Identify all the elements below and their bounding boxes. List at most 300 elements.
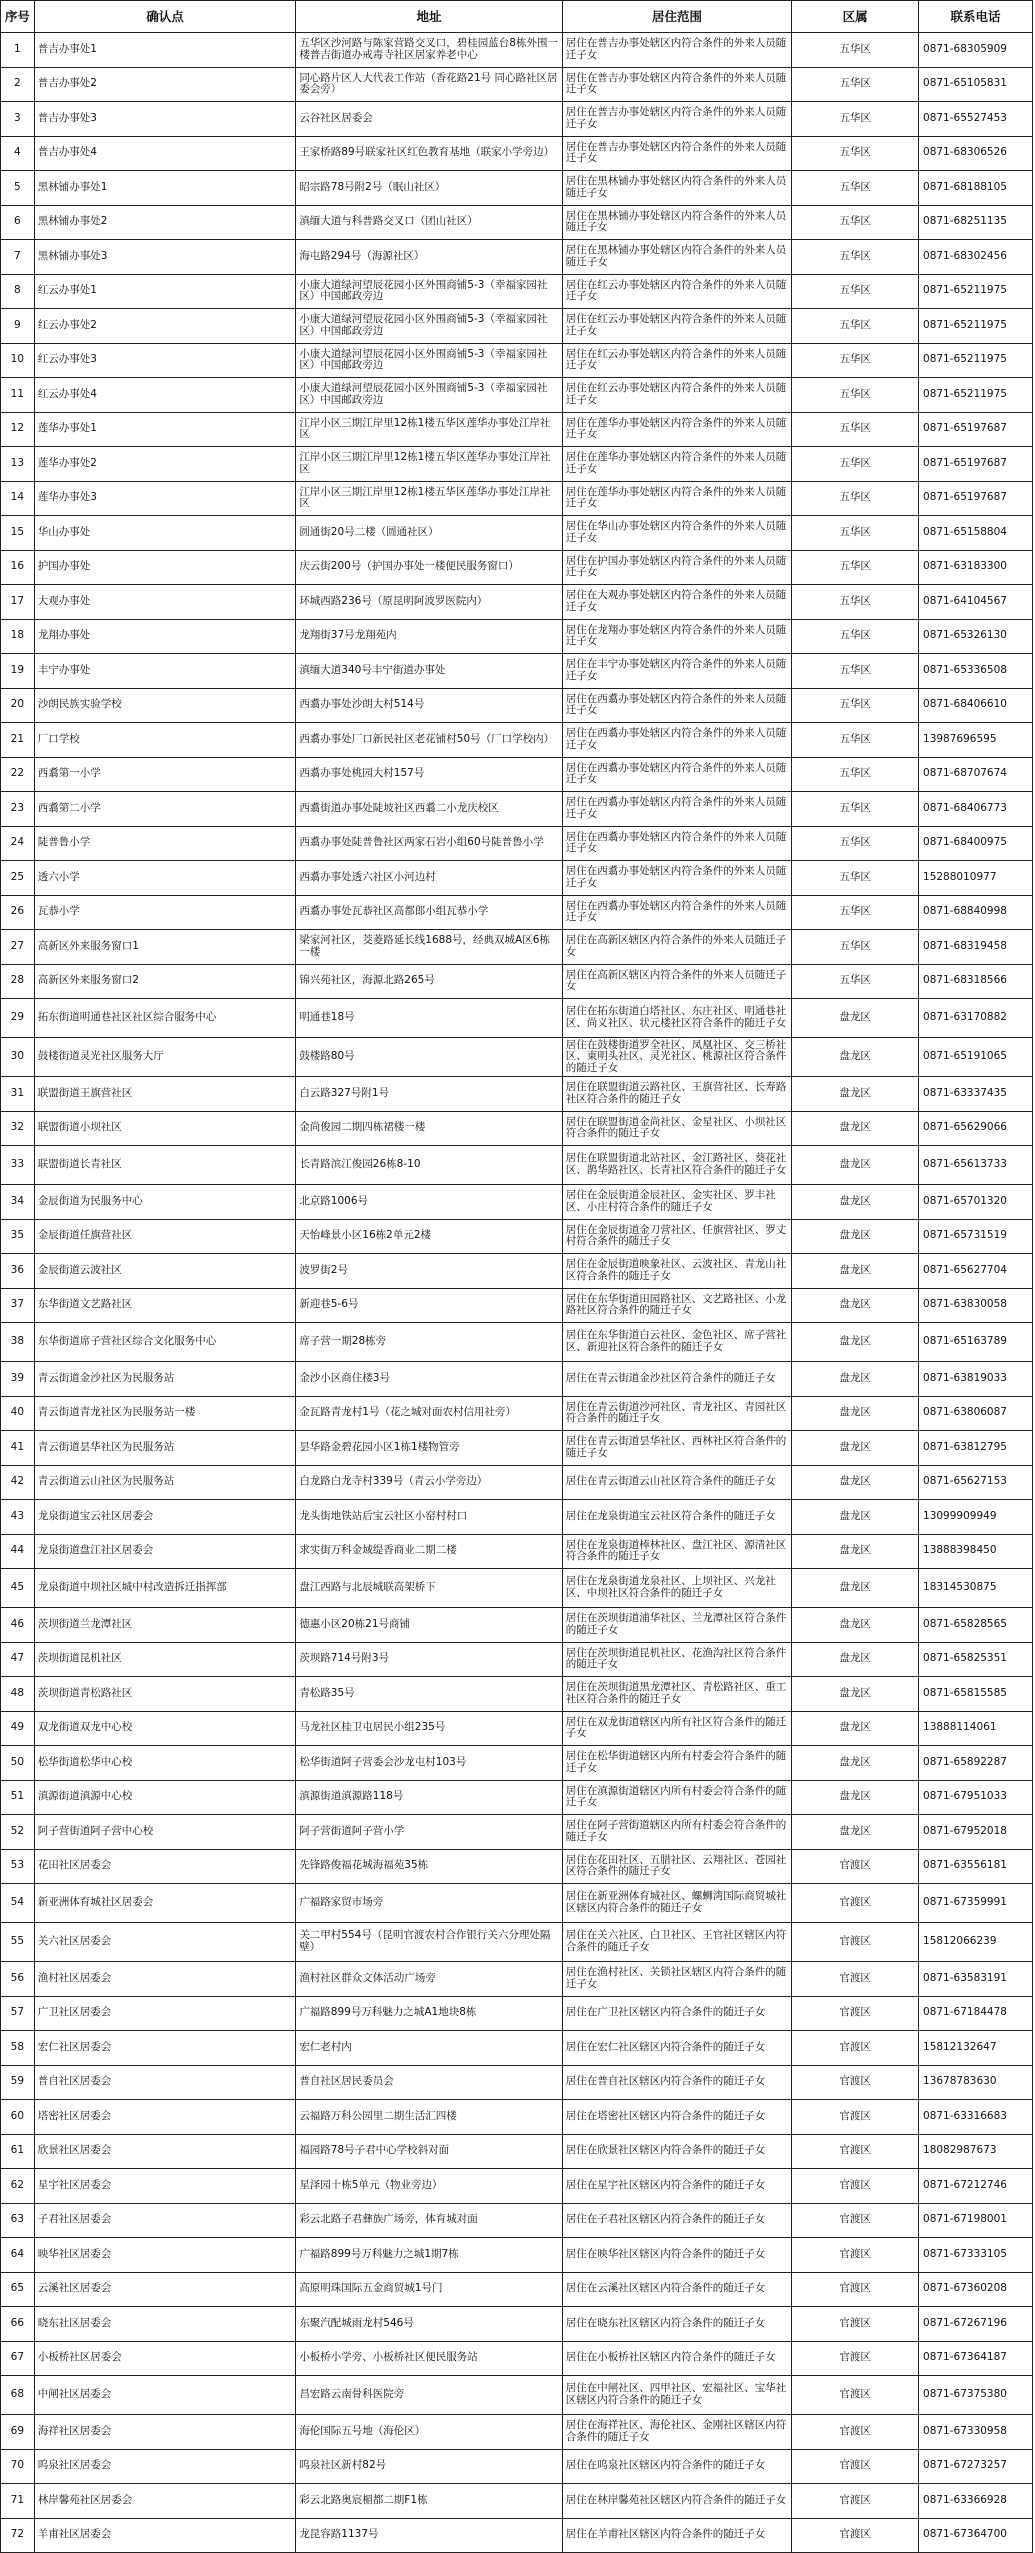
cell-district: 盘龙区 [792,1711,919,1746]
cell-residence-range: 居住在红云办事处辖区内符合条件的外来人员随迁子女 [562,378,792,413]
cell-confirm-point: 沙朗民族实验学校 [34,688,296,723]
cell-phone: 0871-65336508 [919,654,1033,689]
cell-residence-range: 居住在东华街道田园路社区、文艺路社区、小龙路社区符合条件的随迁子女 [562,1288,792,1323]
cell-residence-range: 居住在茨坝街道浦华社区、兰龙潭社区符合条件的随迁子女 [562,1608,792,1643]
cell-phone: 0871-68318566 [919,964,1033,999]
cell-confirm-point: 花田社区居委会 [34,1849,296,1884]
cell-confirm-point: 联盟街道王旗营社区 [34,1077,296,1112]
cell-seq: 1 [1,33,35,68]
cell-address: 德惠小区20栋21号商铺 [296,1608,562,1643]
table-row [1,2031,1033,2066]
cell-confirm-point: 关六社区居委会 [34,1923,296,1962]
cell-district: 官渡区 [792,1849,919,1884]
cell-seq: 20 [1,688,35,723]
cell-address: 彩云北路子君彝族广场旁，体育城对面 [296,2203,562,2238]
cell-confirm-point: 滇源街道滇源中心校 [34,1780,296,1815]
table-row [1,412,1033,447]
cell-seq: 3 [1,102,35,137]
cell-phone: 0871-65158804 [919,516,1033,551]
cell-district: 官渡区 [792,2518,919,2553]
table-row [1,792,1033,827]
cell-confirm-point: 青云街道昙华社区为民服务站 [34,1431,296,1466]
cell-address: 金尚俊园二期四栋裙楼一楼 [296,1111,562,1146]
cell-residence-range: 居住在龙泉街道宝云社区符合条件的随迁子女 [562,1500,792,1535]
cell-district: 官渡区 [792,2100,919,2135]
cell-confirm-point: 普自社区居委会 [34,2065,296,2100]
cell-phone: 0871-65527453 [919,102,1033,137]
cell-phone: 0871-63366928 [919,2484,1033,2519]
cell-seq: 53 [1,1849,35,1884]
cell-residence-range: 居住在护国办事处辖区内符合条件的外来人员随迁子女 [562,550,792,585]
cell-seq: 24 [1,826,35,861]
cell-confirm-point: 红云办事处3 [34,343,296,378]
table-row [1,585,1033,620]
cell-residence-range: 居住在联盟街道北站社区、金江路社区、葵花社区、鹊华路社区、长青社区符合条件的随迁子女 [562,1146,792,1185]
cell-residence-range: 居住在龙泉街道龙泉社区、上坝社区、兴龙社区、中坝社区符合条件的随迁子女 [562,1569,792,1608]
cell-confirm-point: 呜泉社区居委会 [34,2449,296,2484]
cell-residence-range: 居住在黑林铺办事处辖区内符合条件的外来人员随迁子女 [562,171,792,206]
cell-phone: 0871-63583191 [919,1962,1033,1997]
cell-confirm-point: 渔村社区居委会 [34,1962,296,1997]
cell-residence-range: 居住在林岸馨苑社区辖区内符合条件的随迁子女 [562,2484,792,2519]
cell-address: 小板桥小学旁、小板桥社区便民服务站 [296,2341,562,2376]
cell-confirm-point: 新亚洲体育城社区居委会 [34,1884,296,1923]
cell-confirm-point: 云溪社区居委会 [34,2272,296,2307]
cell-seq: 52 [1,1815,35,1850]
table-row [1,274,1033,309]
cell-residence-range: 居住在高新区辖区内符合条件的外来人员随迁子女 [562,930,792,965]
table-row [1,1996,1033,2031]
cell-phone: 0871-65191065 [919,1038,1033,1077]
cell-district: 盘龙区 [792,1219,919,1254]
cell-district: 盘龙区 [792,1323,919,1362]
cell-residence-range: 居住在普自社区辖区内符合条件的随迁子女 [562,2065,792,2100]
cell-phone: 0871-67360208 [919,2272,1033,2307]
cell-district: 官渡区 [792,2415,919,2450]
table-row [1,1077,1033,1112]
cell-confirm-point: 鼓楼街道灵光社区服务大厅 [34,1038,296,1077]
cell-district: 五华区 [792,33,919,68]
cell-seq: 18 [1,619,35,654]
cell-confirm-point: 青云街道金沙社区为民服务站 [34,1362,296,1397]
table-row [1,1608,1033,1643]
cell-district: 五华区 [792,240,919,275]
cell-residence-range: 居住在金辰街道金刀营社区、任旗营社区、罗丈村符合条件的随迁子女 [562,1219,792,1254]
cell-address: 鼓楼路80号 [296,1038,562,1077]
cell-confirm-point: 护国办事处 [34,550,296,585]
cell-residence-range: 居住在广卫社区辖区内符合条件的随迁子女 [562,1996,792,2031]
cell-seq: 22 [1,757,35,792]
cell-phone: 13678783630 [919,2065,1033,2100]
cell-residence-range: 居住在青云街道金沙社区符合条件的随迁子女 [562,1362,792,1397]
cell-district: 盘龙区 [792,1569,919,1608]
cell-phone: 0871-63337435 [919,1077,1033,1112]
cell-residence-range: 居住在渔村社区、关锁社区辖区内符合条件的随迁子女 [562,1962,792,1997]
cell-confirm-point: 映华社区居委会 [34,2238,296,2273]
cell-seq: 43 [1,1500,35,1535]
cell-residence-range: 居住在拓东街道白塔社区、东庄社区、明通巷社区、尚义社区、状元楼社区符合条件的随迁子女 [562,999,792,1038]
cell-residence-range: 居住在西翥办事处辖区内符合条件的外来人员随迁子女 [562,723,792,758]
cell-residence-range: 居住在红云办事处辖区内符合条件的外来人员随迁子女 [562,274,792,309]
cell-phone: 0871-68406610 [919,688,1033,723]
cell-seq: 37 [1,1288,35,1323]
cell-phone: 0871-68400975 [919,826,1033,861]
cell-residence-range: 居住在联盟街道云路社区、王旗营社区、长寿路社区符合条件的随迁子女 [562,1077,792,1112]
cell-confirm-point: 华山办事处 [34,516,296,551]
cell-seq: 34 [1,1185,35,1220]
cell-address: 江岸小区三期江岸里12栋1楼五华区莲华办事处江岸社区 [296,412,562,447]
cell-phone: 0871-65211975 [919,343,1033,378]
table-row [1,1780,1033,1815]
cell-residence-range: 居住在塔密社区辖区内符合条件的随迁子女 [562,2100,792,2135]
cell-district: 盘龙区 [792,999,919,1038]
cell-district: 官渡区 [792,2341,919,2376]
cell-seq: 58 [1,2031,35,2066]
cell-address: 先锋路俊福花城海福苑35栋 [296,1849,562,1884]
cell-district: 官渡区 [792,2203,919,2238]
cell-confirm-point: 红云办事处4 [34,378,296,413]
cell-confirm-point: 高新区外来服务窗口1 [34,930,296,965]
cell-residence-range: 居住在西翥办事处辖区内符合条件的外来人员随迁子女 [562,792,792,827]
table-row [1,1431,1033,1466]
cell-residence-range: 居住在龙泉街道棒林社区、盘江社区、源清社区符合条件的随迁子女 [562,1534,792,1569]
cell-address: 西翥办事处桃园大村157号 [296,757,562,792]
cell-seq: 69 [1,2415,35,2450]
cell-phone: 0871-65211975 [919,378,1033,413]
cell-confirm-point: 普吉办事处4 [34,136,296,171]
cell-phone: 0871-65629066 [919,1111,1033,1146]
cell-seq: 2 [1,67,35,102]
cell-confirm-point: 阿子营街道阿子营中心校 [34,1815,296,1850]
cell-district: 盘龙区 [792,1746,919,1781]
cell-residence-range: 居住在星宇社区辖区内符合条件的随迁子女 [562,2169,792,2204]
cell-district: 五华区 [792,171,919,206]
cell-phone: 15812132647 [919,2031,1033,2066]
cell-address: 小康大道绿河望辰花园小区外围商铺5-3（幸福家园社区）中国邮政旁边 [296,378,562,413]
table-row [1,205,1033,240]
cell-residence-range: 居住在松华街道辖区内所有村委会符合条件的随迁子女 [562,1746,792,1781]
cell-residence-range: 居住在普吉办事处辖区内符合条件的外来人员随迁子女 [562,33,792,68]
cell-address: 海屯路294号（海源社区） [296,240,562,275]
cell-address: 西翥办事处沙朗大村514号 [296,688,562,723]
cell-seq: 28 [1,964,35,999]
cell-seq: 39 [1,1362,35,1397]
cell-residence-range: 居住在西翥办事处辖区内符合条件的外来人员随迁子女 [562,861,792,896]
cell-phone: 18082987673 [919,2134,1033,2169]
cell-district: 盘龙区 [792,1396,919,1431]
cell-confirm-point: 羊甫社区居委会 [34,2518,296,2553]
cell-district: 五华区 [792,654,919,689]
cell-confirm-point: 联盟街道长青社区 [34,1146,296,1185]
cell-residence-range: 居住在双龙街道辖区内所有社区符合条件的随迁子女 [562,1711,792,1746]
cell-address: 普自社区居民委员会 [296,2065,562,2100]
cell-confirm-point: 丰宁办事处 [34,654,296,689]
cell-confirm-point: 龙泉街道宝云社区居委会 [34,1500,296,1535]
cell-seq: 26 [1,895,35,930]
cell-address: 滇缅大道与科普路交叉口（团山社区） [296,205,562,240]
cell-confirm-point: 瓦恭小学 [34,895,296,930]
cell-district: 盘龙区 [792,1500,919,1535]
cell-phone: 0871-63830058 [919,1288,1033,1323]
cell-address: 西翥办事处瓦恭社区高都郎小组瓦恭小学 [296,895,562,930]
cell-residence-range: 居住在高新区辖区内符合条件的外来人员随迁子女 [562,964,792,999]
cell-residence-range: 居住在映华社区辖区内符合条件的随迁子女 [562,2238,792,2273]
cell-confirm-point: 龙泉街道中坝社区城中村改造拆迁指挥部 [34,1569,296,1608]
cell-district: 官渡区 [792,2307,919,2342]
cell-address: 天怡峰景小区16栋2单元2楼 [296,1219,562,1254]
cell-seq: 54 [1,1884,35,1923]
cell-confirm-point: 龙翔办事处 [34,619,296,654]
cell-district: 盘龙区 [792,1642,919,1677]
cell-address: 金沙小区商住楼3号 [296,1362,562,1397]
cell-residence-range: 居住在华山办事处辖区内符合条件的外来人员随迁子女 [562,516,792,551]
cell-confirm-point: 拓东街道明通巷社区社区综合服务中心 [34,999,296,1038]
cell-district: 五华区 [792,895,919,930]
cell-seq: 8 [1,274,35,309]
cell-phone: 0871-63170882 [919,999,1033,1038]
table-row [1,1288,1033,1323]
cell-address: 环城西路236号（原昆明阿波罗医院内） [296,585,562,620]
cell-address: 滇缅大道340号丰宁街道办事处 [296,654,562,689]
table-row [1,1111,1033,1146]
cell-residence-range: 居住在茨坝街道黑龙潭社区、青松路社区、重工社区符合条件的随迁子女 [562,1677,792,1712]
cell-district: 盘龙区 [792,1288,919,1323]
cell-district: 五华区 [792,757,919,792]
cell-residence-range: 居住在黑林铺办事处辖区内符合条件的外来人员随迁子女 [562,205,792,240]
cell-phone: 13987696595 [919,723,1033,758]
cell-phone: 0871-68406773 [919,792,1033,827]
cell-seq: 60 [1,2100,35,2135]
cell-district: 官渡区 [792,2484,919,2519]
table-row [1,240,1033,275]
table-row [1,1219,1033,1254]
table-row [1,654,1033,689]
table-row [1,1642,1033,1677]
cell-residence-range: 居住在欣景社区辖区内符合条件的随迁子女 [562,2134,792,2169]
table-header [1,1,1033,33]
cell-confirm-point: 星宇社区居委会 [34,2169,296,2204]
cell-confirm-point: 广卫社区居委会 [34,1996,296,2031]
cell-address: 白云路327号附1号 [296,1077,562,1112]
cell-phone: 0871-65211975 [919,309,1033,344]
cell-phone: 13888114061 [919,1711,1033,1746]
cell-phone: 0871-67375380 [919,2376,1033,2415]
cell-address: 渔村社区群众文体活动广场旁 [296,1962,562,1997]
cell-district: 盘龙区 [792,1254,919,1289]
cell-confirm-point: 茨坝街道昆机社区 [34,1642,296,1677]
cell-confirm-point: 子君社区居委会 [34,2203,296,2238]
table-row [1,895,1033,930]
cell-seq: 15 [1,516,35,551]
table-row [1,2203,1033,2238]
table-row [1,136,1033,171]
header-row [1,1,1033,33]
cell-seq: 55 [1,1923,35,1962]
cell-seq: 47 [1,1642,35,1677]
cell-confirm-point: 普吉办事处3 [34,102,296,137]
cell-confirm-point: 青云街道云山社区为民服务站 [34,1465,296,1500]
cell-address: 龙翔街37号龙翔苑内 [296,619,562,654]
cell-seq: 21 [1,723,35,758]
cell-seq: 36 [1,1254,35,1289]
cell-address: 长青路滨江俊园26栋8-10 [296,1146,562,1185]
cell-seq: 59 [1,2065,35,2100]
cell-district: 五华区 [792,205,919,240]
cell-phone: 0871-67212746 [919,2169,1033,2204]
cell-phone: 0871-65197687 [919,447,1033,482]
cell-district: 官渡区 [792,2031,919,2066]
table-row [1,2272,1033,2307]
cell-phone: 0871-67359991 [919,1884,1033,1923]
cell-seq: 38 [1,1323,35,1362]
cell-confirm-point: 东华街道文艺路社区 [34,1288,296,1323]
cell-district: 盘龙区 [792,1534,919,1569]
cell-seq: 68 [1,2376,35,2415]
cell-seq: 32 [1,1111,35,1146]
cell-address: 宏仁老村内 [296,2031,562,2066]
table-row [1,2100,1033,2135]
cell-confirm-point: 林岸馨苑社区居委会 [34,2484,296,2519]
cell-confirm-point: 金辰街道为民服务中心 [34,1185,296,1220]
cell-district: 盘龙区 [792,1780,919,1815]
cell-seq: 25 [1,861,35,896]
cell-address: 茨坝路714号附3号 [296,1642,562,1677]
cell-phone: 0871-68305909 [919,33,1033,68]
cell-address: 席子营一期28栋旁 [296,1323,562,1362]
cell-phone: 0871-65211975 [919,274,1033,309]
cell-district: 盘龙区 [792,1815,919,1850]
table-row [1,1962,1033,1997]
table-row [1,964,1033,999]
cell-residence-range: 居住在普吉办事处辖区内符合条件的外来人员随迁子女 [562,102,792,137]
cell-district: 盘龙区 [792,1362,919,1397]
cell-phone: 0871-67330958 [919,2415,1033,2450]
cell-phone: 0871-65613733 [919,1146,1033,1185]
cell-district: 五华区 [792,723,919,758]
cell-district: 官渡区 [792,2169,919,2204]
cell-confirm-point: 红云办事处2 [34,309,296,344]
cell-confirm-point: 松华街道松华中心校 [34,1746,296,1781]
cell-address: 庆云街200号（护国办事处一楼便民服务窗口） [296,550,562,585]
cell-phone: 0871-68188105 [919,171,1033,206]
cell-residence-range: 居住在联盟街道金尚社区、金星社区、小坝社区符合条件的随迁子女 [562,1111,792,1146]
cell-district: 五华区 [792,826,919,861]
cell-confirm-point: 小板桥社区居委会 [34,2341,296,2376]
cell-address: 小康大道绿河望辰花园小区外围商铺5-3（幸福家园社区）中国邮政旁边 [296,343,562,378]
cell-district: 五华区 [792,412,919,447]
cell-seq: 9 [1,309,35,344]
cell-district: 五华区 [792,930,919,965]
table-row [1,2238,1033,2273]
table-row [1,1323,1033,1362]
table-row [1,343,1033,378]
table-row [1,1396,1033,1431]
cell-seq: 65 [1,2272,35,2307]
cell-confirm-point: 西翥第二小学 [34,792,296,827]
table-row [1,757,1033,792]
table-row [1,826,1033,861]
cell-district: 五华区 [792,964,919,999]
cell-seq: 29 [1,999,35,1038]
cell-phone: 0871-64104567 [919,585,1033,620]
cell-phone: 0871-65701320 [919,1185,1033,1220]
table-row [1,1534,1033,1569]
cell-residence-range: 居住在普吉办事处辖区内符合条件的外来人员随迁子女 [562,67,792,102]
cell-residence-range: 居住在莲华办事处辖区内符合条件的外来人员随迁子女 [562,447,792,482]
table-row [1,999,1033,1038]
cell-district: 盘龙区 [792,1077,919,1112]
cell-confirm-point: 普吉办事处1 [34,33,296,68]
cell-confirm-point: 宏仁社区居委会 [34,2031,296,2066]
cell-confirm-point: 塔密社区居委会 [34,2100,296,2135]
cell-seq: 4 [1,136,35,171]
cell-address: 昙华路金碧花园小区1栋1楼物管旁 [296,1431,562,1466]
cell-residence-range: 居住在羊甫社区辖区内符合条件的随迁子女 [562,2518,792,2553]
cell-address: 彩云北路奥宸楣都二期F1栋 [296,2484,562,2519]
cell-confirm-point: 茨坝街道兰龙潭社区 [34,1608,296,1643]
cell-address: 小康大道绿河望辰花园小区外围商铺5-3（幸福家园社区）中国邮政旁边 [296,274,562,309]
table-row [1,2518,1033,2553]
cell-address: 阿子营街道阿子营小学 [296,1815,562,1850]
table-row [1,102,1033,137]
cell-residence-range: 居住在红云办事处辖区内符合条件的外来人员随迁子女 [562,343,792,378]
cell-seq: 41 [1,1431,35,1466]
cell-seq: 46 [1,1608,35,1643]
cell-seq: 16 [1,550,35,585]
table-row [1,1362,1033,1397]
cell-address: 马龙社区桂卫屯居民小组235号 [296,1711,562,1746]
cell-seq: 27 [1,930,35,965]
cell-residence-range: 居住在海祥社区、海伦社区、金刚社区辖区内符合条件的随迁子女 [562,2415,792,2450]
cell-seq: 50 [1,1746,35,1781]
cell-seq: 42 [1,1465,35,1500]
table-row [1,1254,1033,1289]
cell-address: 昭宗路78号附2号（眠山社区） [296,171,562,206]
table-row [1,1815,1033,1850]
cell-phone: 15288010977 [919,861,1033,896]
table-row [1,1569,1033,1608]
table-row [1,723,1033,758]
cell-residence-range: 居住在龙翔办事处辖区内符合条件的外来人员随迁子女 [562,619,792,654]
cell-phone: 0871-63316683 [919,2100,1033,2135]
cell-seq: 71 [1,2484,35,2519]
table-row [1,2341,1033,2376]
cell-confirm-point: 陡普鲁小学 [34,826,296,861]
cell-phone: 0871-67198001 [919,2203,1033,2238]
cell-residence-range: 居住在东华街道白云社区、金色社区、席子营社区、新迎社区符合条件的随迁子女 [562,1323,792,1362]
cell-phone: 13099909949 [919,1500,1033,1535]
cell-address: 广福路家贸市场旁 [296,1884,562,1923]
cell-phone: 0871-65892287 [919,1746,1033,1781]
cell-confirm-point: 莲华办事处1 [34,412,296,447]
cell-address: 明通巷18号 [296,999,562,1038]
cell-address: 东聚汽配城雨龙村546号 [296,2307,562,2342]
cell-residence-range: 居住在青云街道沙河社区、青龙社区、青园社区符合条件的随迁子女 [562,1396,792,1431]
cell-seq: 7 [1,240,35,275]
cell-address: 广福路899号万科魅力之城1期7栋 [296,2238,562,2273]
cell-seq: 12 [1,412,35,447]
cell-address: 江岸小区三期江岸里12栋1楼五华区莲华办事处江岸社区 [296,481,562,516]
cell-address: 求实街万科金域缇香商业二期二楼 [296,1534,562,1569]
cell-residence-range: 居住在鼓楼街道罗全社区、凤凰社区、交三桥社区、東明头社区、灵光社区、桃源社区符合条件的随迁子女 [562,1038,792,1077]
cell-seq: 63 [1,2203,35,2238]
table-row [1,1746,1033,1781]
table-row [1,1465,1033,1500]
cell-confirm-point: 黑林铺办事处1 [34,171,296,206]
cell-district: 五华区 [792,688,919,723]
cell-district: 盘龙区 [792,1038,919,1077]
cell-address: 盘江西路与北辰城联高架桥下 [296,1569,562,1608]
